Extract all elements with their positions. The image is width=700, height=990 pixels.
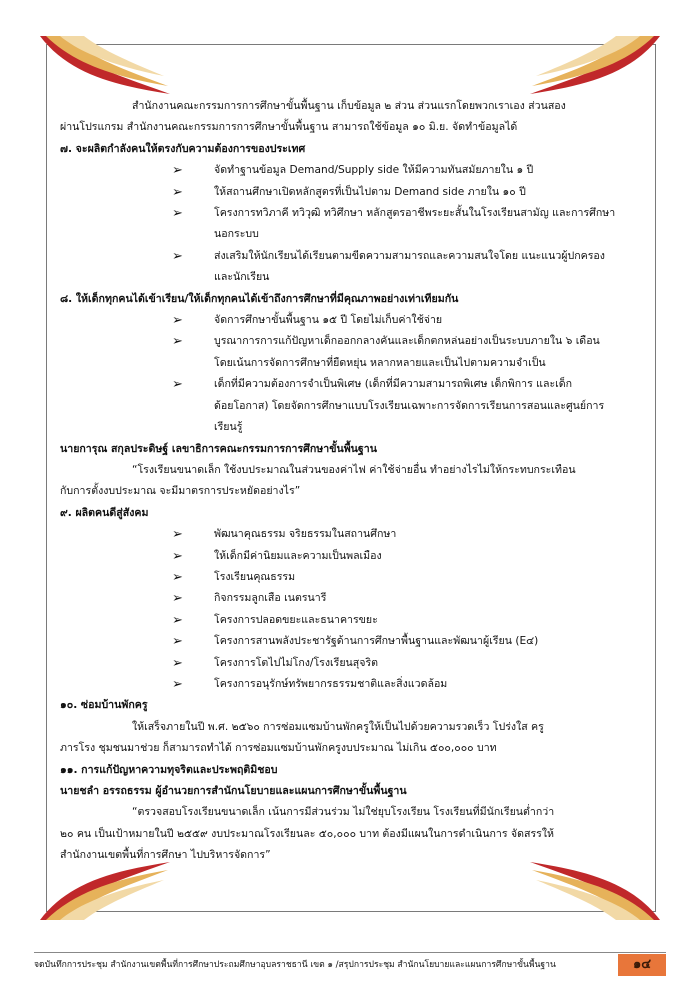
section8-item: ➢ เด็กที่มีความต้องการจำเป็นพิเศษ (เด็กที่มีความสามารถพิเศษ เด็กพิการ และเด็ก bbox=[60, 374, 648, 395]
arrow-bullet-icon: ➢ bbox=[172, 612, 183, 628]
arrow-bullet-icon: ➢ bbox=[172, 206, 183, 222]
intro-line-1: สำนักงานคณะกรรมการการศึกษาขั้นพื้นฐาน เก็บข้อมูล ๒ ส่วน ส่วนแรกโดยพวกเราเอง ส่วนสอง bbox=[132, 100, 566, 112]
speaker1-quote-line-1: “โรงเรียนขนาดเล็ก ใช้งบประมาณในส่วนของค่าไฟ ค่าใช้จ่ายอื่น ทำอย่างไรไม่ให้กระทบกระเทือน bbox=[132, 463, 576, 476]
section9-item: ➢ กิจกรรมลูกเสือ เนตรนารี bbox=[60, 588, 648, 609]
section10-heading: ๑๐. ซ่อมบ้านพักครู bbox=[60, 699, 148, 712]
section10-line-1: ให้เสร็จภายในปี พ.ศ. ๒๕๖๐ การซ่อมแซมบ้านพักครูให้เป็นไปด้วยความรวดเร็ว โปร่งใส ครู bbox=[132, 720, 544, 733]
arrow-bullet-icon: ➢ bbox=[172, 676, 183, 692]
footer-divider bbox=[34, 952, 666, 953]
section9-item: ➢ โครงการสานพลังประชารัฐด้านการศึกษาพื้นฐานและพัฒนาผู้เรียน (E๔) bbox=[60, 631, 648, 652]
section11-heading: ๑๑. การแก้ปัญหาความทุจริตและประพฤติมิชอบ bbox=[60, 763, 278, 776]
section8-item-continued: โดยเน้นการจัดการศึกษาที่ยืดหยุ่น หลากหลายและเป็นไปตามความจำเป็น bbox=[214, 356, 546, 369]
arrow-bullet-icon: ➢ bbox=[172, 334, 183, 350]
footer-text: จดบันทึกการประชุม สำนักงานเขตพื้นที่การศึกษาประถมศึกษาอุบลราชธานี เขต ๑ /สรุปการประชุม สำนักนโยบายและแผนการศึกษาขั้นพื้นฐาน bbox=[34, 960, 556, 970]
ribbon-decoration-top-right bbox=[530, 36, 660, 96]
arrow-bullet-icon: ➢ bbox=[172, 313, 183, 329]
speaker2-quote-line-1: “ตรวจสอบโรงเรียนขนาดเล็ก เน้นการมีส่วนร่วม ไม่ใช่ยุบโรงเรียน โรงเรียนที่มีนักเรียนต่ำกว่า bbox=[132, 806, 555, 819]
section9-item: ➢ โครงการโตไปไม่โกง/โรงเรียนสุจริต bbox=[60, 653, 648, 674]
section10-line-2: ภารโรง ชุมชนมาช่วย ก็สามารถทำได้ การซ่อมแซมบ้านพักครูงบประมาณ ไม่เกิน ๕๐๐,๐๐๐ บาท bbox=[60, 742, 497, 755]
section7-item: ➢ จัดทำฐานข้อมูล Demand/Supply side ให้มีความทันสมัยภายใน ๑ ปี bbox=[60, 160, 648, 181]
section9-item: ➢ โครงการปลอดขยะและธนาคารขยะ bbox=[60, 610, 648, 631]
section7-item: ➢ ให้สถานศึกษาเปิดหลักสูตรที่เป็นไปตาม Demand side ภายใน ๑๐ ปี bbox=[60, 182, 648, 203]
section7-item: ➢ ส่งเสริมให้นักเรียนได้เรียนตามขีดความสามารถและความสนใจโดย แนะแนวผู้ปกครอง bbox=[60, 246, 648, 267]
intro-line-2: ผ่านโปรแกรม สำนักงานคณะกรรมการการศึกษาขั้นพื้นฐาน สามารถใช้ข้อมูล ๑๐ มิ.ย. จัดทำข้อมูลได้ bbox=[60, 121, 518, 134]
section8-item-continued: ด้อยโอกาส) โดยจัดการศึกษาแบบโรงเรียนเฉพาะการจัดการเรียนการสอนและศูนย์การ bbox=[214, 399, 605, 412]
ribbon-decoration-top-left bbox=[40, 36, 170, 96]
ribbon-decoration-bottom-right bbox=[530, 860, 660, 920]
arrow-bullet-icon: ➢ bbox=[172, 634, 183, 650]
section9-item: ➢ ให้เด็กมีค่านิยมและความเป็นพลเมือง bbox=[60, 546, 648, 567]
section7-item-continued: และนักเรียน bbox=[214, 271, 270, 284]
section8-item-continued: เรียนรู้ bbox=[214, 421, 243, 434]
arrow-bullet-icon: ➢ bbox=[172, 184, 183, 200]
arrow-bullet-icon: ➢ bbox=[172, 527, 183, 543]
section7-heading: ๗. จะผลิตกำลังคนให้ตรงกับความต้องการของประเทศ bbox=[60, 142, 306, 155]
arrow-bullet-icon: ➢ bbox=[172, 377, 183, 393]
section8-item: ➢ บูรณาการการแก้ปัญหาเด็กออกกลางคันและเด็กตกหล่นอย่างเป็นระบบภายใน ๖ เดือน bbox=[60, 331, 648, 352]
ribbon-decoration-bottom-left bbox=[40, 860, 170, 920]
speaker2-quote-line-2: ๒๐ คน เป็นเป้าหมายในปี ๒๕๕๙ งบประมาณโรงเรียนละ ๕๐,๐๐๐ บาท ต้องมีแผนในการดำเนินการ จัดสรรให้ bbox=[60, 827, 555, 840]
section9-item: ➢ โรงเรียนคุณธรรม bbox=[60, 567, 648, 588]
speaker1-name: นายการุณ สกุลประดิษฐ์ เลขาธิการคณะกรรมการการศึกษาขั้นพื้นฐาน bbox=[60, 442, 377, 455]
speaker1-quote-line-2: กับการตั้งงบประมาณ จะมีมาตรการประหยัดอย่างไร” bbox=[60, 485, 301, 498]
section8-item: ➢ จัดการศึกษาขั้นพื้นฐาน ๑๕ ปี โดยไม่เก็บค่าใช้จ่าย bbox=[60, 310, 648, 331]
arrow-bullet-icon: ➢ bbox=[172, 548, 183, 564]
section7-item-continued: นอกระบบ bbox=[214, 228, 259, 241]
section7-item: ➢ โครงการทวิภาคี ทวิวุฒิ ทวิศึกษา หลักสูตรอาชีพระยะสั้นในโรงเรียนสามัญ และการศึกษา bbox=[60, 203, 648, 224]
speaker2-name: นายชลำ อรรถธรรม ผู้อำนวยการสำนักนโยบายและแผนการศึกษาขั้นพื้นฐาน bbox=[60, 785, 407, 797]
arrow-bullet-icon: ➢ bbox=[172, 163, 183, 179]
section9-item: ➢ พัฒนาคุณธรรม จริยธรรมในสถานศึกษา bbox=[60, 524, 648, 545]
page-number-badge: ๑๔ bbox=[618, 954, 666, 976]
arrow-bullet-icon: ➢ bbox=[172, 655, 183, 671]
section9-heading: ๙. ผลิตคนดีสู่สังคม bbox=[60, 506, 149, 519]
arrow-bullet-icon: ➢ bbox=[172, 248, 183, 264]
section8-heading: ๘. ให้เด็กทุกคนได้เข้าเรียน/ให้เด็กทุกคนได้เข้าถึงการศึกษาที่มีคุณภาพอย่างเท่าเทียมกัน bbox=[60, 292, 459, 305]
arrow-bullet-icon: ➢ bbox=[172, 569, 183, 585]
document-body bbox=[60, 96, 648, 867]
arrow-bullet-icon: ➢ bbox=[172, 591, 183, 607]
page-footer bbox=[34, 952, 666, 978]
speaker2-quote-line-3: สำนักงานเขตพื้นที่การศึกษา ไปบริหารจัดการ” bbox=[60, 849, 271, 862]
section9-item: ➢ โครงการอนุรักษ์ทรัพยากรธรรมชาติและสิ่งแวดล้อม bbox=[60, 674, 648, 695]
